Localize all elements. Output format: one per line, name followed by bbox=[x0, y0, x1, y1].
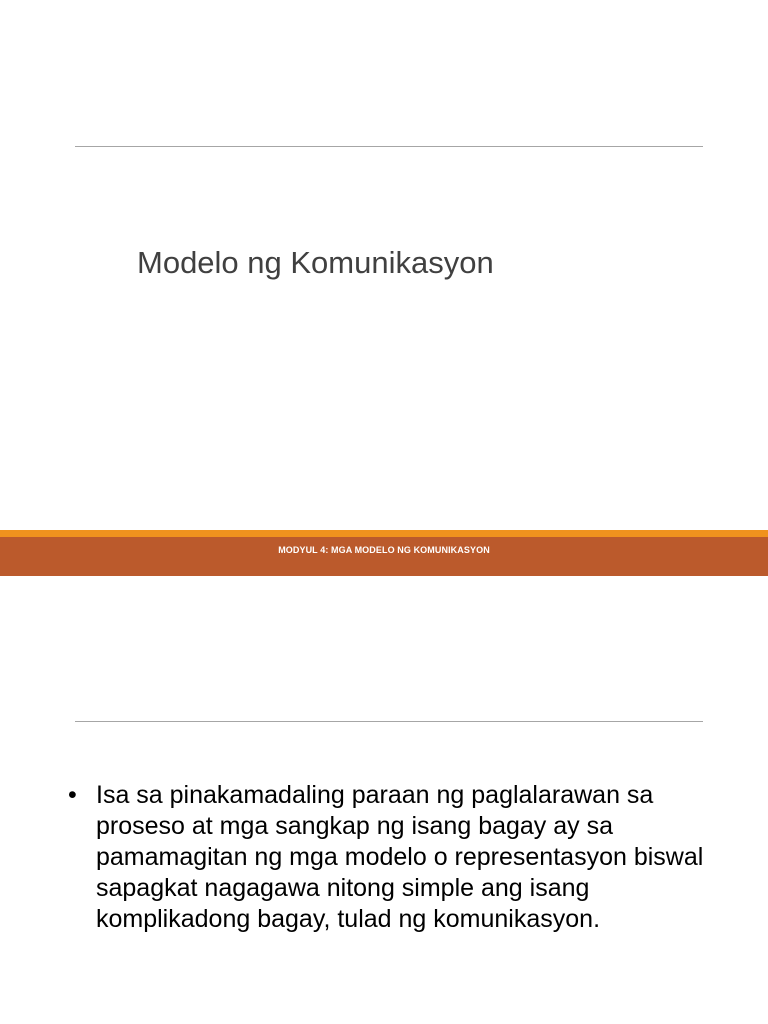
content-slide bbox=[0, 576, 768, 1024]
footer-bar bbox=[0, 537, 768, 576]
bullet-text: Isa sa pinakamadaling paraan ng paglalarawan sa proseso at mga sangkap ng isang bagay ay sa pamamagitan ng mga modelo o representasyon biswal sapagkat nagagawa nitong simple ang isang komplikadong bagay, tulad ng komunikasyon. bbox=[96, 781, 704, 933]
footer-accent-stripe bbox=[0, 530, 768, 537]
slide-title: Modelo ng Komunikasyon bbox=[137, 245, 494, 280]
top-divider-line bbox=[75, 721, 703, 722]
bullet-list bbox=[68, 780, 708, 935]
top-divider-line bbox=[75, 146, 703, 147]
footer-label: MODYUL 4: MGA MODELO NG KOMUNIKASYON bbox=[278, 545, 490, 555]
bullet-marker: • bbox=[68, 781, 77, 809]
bullet-item bbox=[68, 780, 708, 935]
footer-band bbox=[0, 530, 768, 576]
